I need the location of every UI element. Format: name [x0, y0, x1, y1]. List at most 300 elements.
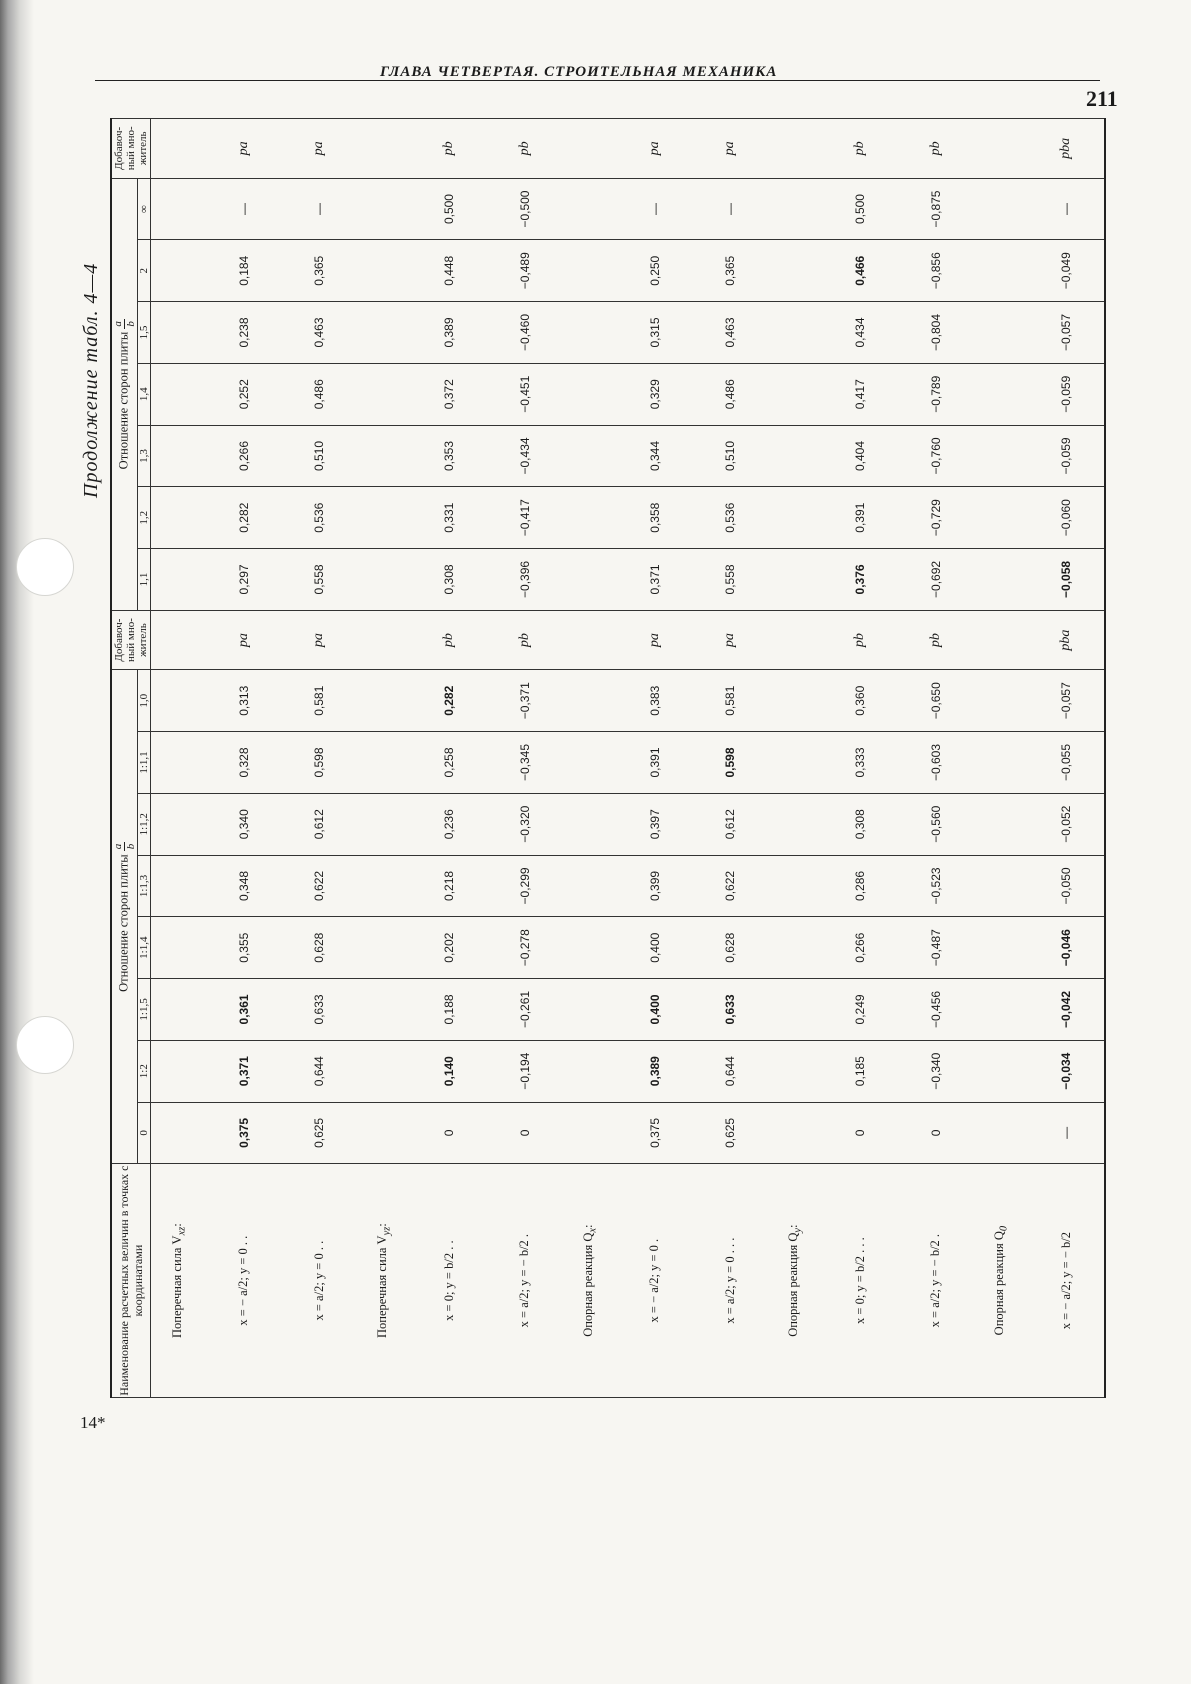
empty-cell	[357, 363, 412, 425]
value-cell: −0,500	[487, 178, 562, 240]
value-cell: −0,729	[898, 487, 973, 549]
table-row	[281, 119, 356, 1398]
empty-cell	[768, 302, 823, 364]
value-cell: 0,286	[823, 855, 898, 917]
empty-cell	[562, 240, 617, 302]
value-cell: −0,451	[487, 363, 562, 425]
empty-cell	[973, 979, 1028, 1041]
table-row	[823, 119, 898, 1398]
ratio-group-header-left	[111, 670, 138, 1164]
value-cell: −0,042	[1028, 979, 1105, 1041]
value-cell: 0,500	[823, 178, 898, 240]
value-cell: 0,628	[281, 917, 356, 979]
value-cell: 0,391	[617, 732, 692, 794]
value-cell: −0,299	[487, 855, 562, 917]
value-cell: −0,049	[1028, 240, 1105, 302]
row-label: x = − a/2; y = 0 .	[617, 1164, 692, 1398]
ratio-column-header: 1,0	[138, 670, 151, 732]
value-cell: 0,486	[281, 363, 356, 425]
multiplier-cell: pa	[692, 119, 767, 179]
empty-cell	[357, 1040, 412, 1102]
value-cell: 0,434	[823, 302, 898, 364]
value-cell: −0,489	[487, 240, 562, 302]
multiplier-cell: pb	[412, 119, 487, 179]
value-cell: 0,329	[617, 363, 692, 425]
table-row	[1028, 119, 1105, 1398]
empty-cell	[768, 1102, 823, 1164]
value-cell: −0,340	[898, 1040, 973, 1102]
value-cell: 0,355	[206, 917, 281, 979]
value-cell: −0,650	[898, 670, 973, 732]
value-cell: 0,558	[692, 549, 767, 611]
ratio-fraction: a b	[112, 843, 137, 850]
value-cell: −0,057	[1028, 670, 1105, 732]
multiplier-cell: pb	[898, 610, 973, 670]
value-cell: −0,057	[1028, 302, 1105, 364]
table-row	[206, 119, 281, 1398]
value-cell: 0,486	[692, 363, 767, 425]
value-cell: 0,313	[206, 670, 281, 732]
value-cell: 0,612	[281, 793, 356, 855]
empty-cell	[357, 793, 412, 855]
page-number: 211	[1086, 86, 1118, 111]
multiplier-cell: pb	[487, 119, 562, 179]
value-cell: —	[281, 178, 356, 240]
ratio-group-header-right	[111, 178, 138, 610]
value-cell: 0,612	[692, 793, 767, 855]
value-cell: 0	[487, 1102, 562, 1164]
empty-cell	[357, 1102, 412, 1164]
multiplier-cell: pa	[617, 610, 692, 670]
data-table	[110, 118, 1106, 1398]
value-cell: −0,058	[1028, 549, 1105, 611]
value-cell: 0,598	[281, 732, 356, 794]
empty-cell	[562, 425, 617, 487]
value-cell: 0	[823, 1102, 898, 1164]
value-cell: 0,633	[692, 979, 767, 1041]
empty-cell	[973, 732, 1028, 794]
value-cell: 0,625	[692, 1102, 767, 1164]
empty-cell	[357, 610, 412, 670]
empty-cell	[973, 670, 1028, 732]
empty-cell	[562, 1102, 617, 1164]
value-cell: 0,510	[281, 425, 356, 487]
empty-cell	[562, 302, 617, 364]
empty-cell	[768, 363, 823, 425]
row-label: x = − a/2; y = − b/2	[1028, 1164, 1105, 1398]
value-cell: −0,804	[898, 302, 973, 364]
empty-cell	[562, 119, 617, 179]
empty-cell	[562, 1040, 617, 1102]
section-title-subscript: xz	[176, 1226, 188, 1236]
value-cell: 0,510	[692, 425, 767, 487]
sheet-signature-mark: 14*	[80, 1413, 106, 1432]
ratio-column-header: 1:1,4	[138, 917, 151, 979]
value-cell: 0,238	[206, 302, 281, 364]
empty-cell	[973, 240, 1028, 302]
section-title-row	[151, 119, 207, 1398]
punch-hole	[16, 1016, 74, 1074]
value-cell: 0,308	[823, 793, 898, 855]
multiplier-cell: pba	[1028, 610, 1105, 670]
empty-cell	[973, 549, 1028, 611]
section-title-row	[562, 119, 617, 1398]
value-cell: —	[1028, 1102, 1105, 1164]
empty-cell	[973, 425, 1028, 487]
empty-cell	[151, 363, 207, 425]
empty-cell	[973, 793, 1028, 855]
empty-cell	[357, 917, 412, 979]
value-cell: −0,560	[898, 793, 973, 855]
empty-cell	[768, 549, 823, 611]
empty-cell	[768, 487, 823, 549]
ratio-column-header: 1:1,2	[138, 793, 151, 855]
value-cell: —	[1028, 178, 1105, 240]
table-caption: Продолжение табл. 4—4	[80, 262, 102, 498]
value-cell: 0,250	[617, 240, 692, 302]
empty-cell	[768, 917, 823, 979]
section-title-text: Поперечная сила V	[375, 1235, 390, 1338]
empty-cell	[151, 732, 207, 794]
ratio-column-header: 1,2	[138, 487, 151, 549]
empty-cell	[357, 178, 412, 240]
empty-cell	[973, 610, 1028, 670]
value-cell: 0,266	[823, 917, 898, 979]
empty-cell	[562, 793, 617, 855]
value-cell: 0,184	[206, 240, 281, 302]
value-cell: 0,348	[206, 855, 281, 917]
ratio-column-header: 0	[138, 1102, 151, 1164]
value-cell: 0,365	[281, 240, 356, 302]
multiplier-cell: pa	[281, 610, 356, 670]
multiplier-cell: pb	[823, 610, 898, 670]
value-cell: 0,376	[823, 549, 898, 611]
ratio-group-label: Отношение сторон плиты	[116, 331, 131, 470]
empty-cell	[973, 917, 1028, 979]
value-cell: −0,261	[487, 979, 562, 1041]
value-cell: −0,052	[1028, 793, 1105, 855]
empty-cell	[562, 487, 617, 549]
value-cell: 0,266	[206, 425, 281, 487]
value-cell: 0,297	[206, 549, 281, 611]
section-title	[768, 1164, 823, 1398]
value-cell: 0,236	[412, 793, 487, 855]
value-cell: 0,344	[617, 425, 692, 487]
value-cell: −0,603	[898, 732, 973, 794]
value-cell: 0,252	[206, 363, 281, 425]
section-title-subscript: 0	[998, 1225, 1010, 1232]
value-cell: 0,463	[692, 302, 767, 364]
scan-edge-shadow	[0, 0, 34, 1684]
value-cell: −0,055	[1028, 732, 1105, 794]
value-cell: 0,633	[281, 979, 356, 1041]
ratio-fraction: a b	[112, 321, 137, 327]
value-cell: 0,397	[617, 793, 692, 855]
value-cell: −0,434	[487, 425, 562, 487]
table-row	[617, 119, 692, 1398]
value-cell: 0,202	[412, 917, 487, 979]
empty-cell	[151, 670, 207, 732]
row-label: x = 0; y = b/2 . .	[412, 1164, 487, 1398]
multiplier-header-left: Добавоч-ный мно-житель	[111, 610, 151, 670]
section-title-row	[357, 119, 412, 1398]
value-cell: 0,218	[412, 855, 487, 917]
multiplier-cell: pa	[206, 119, 281, 179]
value-cell: −0,059	[1028, 425, 1105, 487]
empty-cell	[357, 487, 412, 549]
value-cell: 0,404	[823, 425, 898, 487]
header-rule	[95, 80, 1100, 81]
empty-cell	[973, 302, 1028, 364]
row-label: x = a/2; y = 0 . . .	[692, 1164, 767, 1398]
value-cell: 0,466	[823, 240, 898, 302]
value-cell: —	[617, 178, 692, 240]
empty-cell	[562, 979, 617, 1041]
empty-cell	[973, 1102, 1028, 1164]
empty-cell	[562, 732, 617, 794]
multiplier-cell: pb	[412, 610, 487, 670]
running-head: ГЛАВА ЧЕТВЕРТАЯ. СТРОИТЕЛЬНАЯ МЕХАНИКА	[380, 64, 778, 80]
value-cell: 0,333	[823, 732, 898, 794]
value-cell: 0,536	[692, 487, 767, 549]
empty-cell	[357, 670, 412, 732]
value-cell: 0,500	[412, 178, 487, 240]
section-title	[357, 1164, 412, 1398]
value-cell: −0,396	[487, 549, 562, 611]
value-cell: −0,320	[487, 793, 562, 855]
value-cell: −0,034	[1028, 1040, 1105, 1102]
value-cell: —	[692, 178, 767, 240]
empty-cell	[768, 732, 823, 794]
empty-cell	[562, 917, 617, 979]
empty-cell	[151, 549, 207, 611]
value-cell: 0,185	[823, 1040, 898, 1102]
value-cell: 0,448	[412, 240, 487, 302]
value-cell: —	[206, 178, 281, 240]
value-cell: 0,463	[281, 302, 356, 364]
value-cell: −0,460	[487, 302, 562, 364]
section-title-text: Опорная реакция Q	[991, 1231, 1006, 1336]
empty-cell	[151, 425, 207, 487]
value-cell: 0,417	[823, 363, 898, 425]
value-cell: 0,140	[412, 1040, 487, 1102]
empty-cell	[562, 178, 617, 240]
multiplier-cell: pa	[692, 610, 767, 670]
empty-cell	[151, 855, 207, 917]
empty-cell	[562, 610, 617, 670]
empty-cell	[768, 240, 823, 302]
ratio-column-header: 1,3	[138, 425, 151, 487]
multiplier-cell: pa	[281, 119, 356, 179]
empty-cell	[768, 670, 823, 732]
value-cell: 0,375	[206, 1102, 281, 1164]
empty-cell	[151, 119, 207, 179]
empty-cell	[768, 979, 823, 1041]
rotated-table	[80, 118, 1106, 1398]
value-cell: −0,523	[898, 855, 973, 917]
empty-cell	[973, 178, 1028, 240]
empty-cell	[151, 302, 207, 364]
empty-cell	[973, 119, 1028, 179]
value-cell: 0,536	[281, 487, 356, 549]
value-cell: −0,371	[487, 670, 562, 732]
section-title-suffix: :	[375, 1223, 390, 1227]
value-cell: 0,400	[617, 917, 692, 979]
empty-cell	[973, 1040, 1028, 1102]
empty-cell	[357, 979, 412, 1041]
ratio-column-header: 1,5	[138, 302, 151, 364]
value-cell: 0,581	[281, 670, 356, 732]
empty-cell	[151, 1040, 207, 1102]
table-row	[412, 119, 487, 1398]
value-cell: −0,856	[898, 240, 973, 302]
value-cell: 0,188	[412, 979, 487, 1041]
section-title-subscript: yz	[381, 1226, 393, 1236]
empty-cell	[768, 425, 823, 487]
punch-hole	[16, 538, 74, 596]
section-title-subscript: y	[792, 1227, 804, 1233]
value-cell: 0,358	[617, 487, 692, 549]
ratio-column-header: 2	[138, 240, 151, 302]
table-row	[692, 119, 767, 1398]
value-cell: 0,391	[823, 487, 898, 549]
value-cell: 0,372	[412, 363, 487, 425]
section-title	[973, 1164, 1028, 1398]
value-cell: 0,644	[281, 1040, 356, 1102]
empty-cell	[357, 855, 412, 917]
empty-cell	[768, 793, 823, 855]
empty-cell	[151, 610, 207, 670]
multiplier-cell: pb	[487, 610, 562, 670]
ratio-column-header: 1:1,3	[138, 855, 151, 917]
value-cell: 0,558	[281, 549, 356, 611]
empty-cell	[973, 487, 1028, 549]
value-cell: 0	[898, 1102, 973, 1164]
value-cell: 0,399	[617, 855, 692, 917]
section-title	[151, 1164, 207, 1398]
value-cell: −0,050	[1028, 855, 1105, 917]
multiplier-cell: pb	[823, 119, 898, 179]
ratio-column-header: 1,4	[138, 363, 151, 425]
value-cell: −0,692	[898, 549, 973, 611]
value-cell: 0,400	[617, 979, 692, 1041]
value-cell: −0,060	[1028, 487, 1105, 549]
empty-cell	[973, 363, 1028, 425]
empty-cell	[973, 855, 1028, 917]
value-cell: −0,059	[1028, 363, 1105, 425]
section-title-row	[768, 119, 823, 1398]
multiplier-cell: pa	[617, 119, 692, 179]
section-title	[562, 1164, 617, 1398]
empty-cell	[151, 979, 207, 1041]
value-cell: 0,628	[692, 917, 767, 979]
value-cell: 0,282	[412, 670, 487, 732]
value-cell: 0,361	[206, 979, 281, 1041]
value-cell: −0,760	[898, 425, 973, 487]
value-cell: 0,249	[823, 979, 898, 1041]
section-title-row	[973, 119, 1028, 1398]
value-cell: 0,598	[692, 732, 767, 794]
table-row	[487, 119, 562, 1398]
empty-cell	[357, 302, 412, 364]
value-cell: −0,789	[898, 363, 973, 425]
value-cell: 0,622	[692, 855, 767, 917]
value-cell: −0,875	[898, 178, 973, 240]
empty-cell	[151, 487, 207, 549]
multiplier-cell: pb	[898, 119, 973, 179]
section-title-text: Опорная реакция Q	[786, 1232, 801, 1337]
value-cell: −0,046	[1028, 917, 1105, 979]
ratio-column-header: 1,1	[138, 549, 151, 611]
empty-cell	[768, 610, 823, 670]
value-cell: −0,345	[487, 732, 562, 794]
value-cell: 0,308	[412, 549, 487, 611]
empty-cell	[562, 670, 617, 732]
value-cell: 0,328	[206, 732, 281, 794]
name-column-header: Наименование расчетных величин в точках с координатами	[111, 1164, 151, 1398]
row-label: x = 0; y = b/2 . . .	[823, 1164, 898, 1398]
value-cell: 0,644	[692, 1040, 767, 1102]
empty-cell	[357, 732, 412, 794]
section-title-suffix: :	[580, 1224, 595, 1228]
ratio-column-header: ∞	[138, 178, 151, 240]
empty-cell	[151, 793, 207, 855]
value-cell: 0,331	[412, 487, 487, 549]
value-cell: 0,360	[823, 670, 898, 732]
table-row	[898, 119, 973, 1398]
empty-cell	[151, 1102, 207, 1164]
empty-cell	[768, 119, 823, 179]
section-title-subscript: x	[587, 1227, 599, 1233]
ratio-group-label: Отношение сторон плиты	[116, 854, 131, 992]
value-cell: 0	[412, 1102, 487, 1164]
empty-cell	[562, 855, 617, 917]
value-cell: 0,353	[412, 425, 487, 487]
value-cell: 0,258	[412, 732, 487, 794]
value-cell: 0,383	[617, 670, 692, 732]
ratio-column-header: 1:1,1	[138, 732, 151, 794]
value-cell: 0,365	[692, 240, 767, 302]
section-title-suffix: :	[169, 1223, 184, 1227]
row-label: x = a/2; y = − b/2 .	[487, 1164, 562, 1398]
value-cell: 0,389	[617, 1040, 692, 1102]
empty-cell	[357, 425, 412, 487]
empty-cell	[562, 549, 617, 611]
row-label: x = a/2; y = 0 . .	[281, 1164, 356, 1398]
value-cell: −0,417	[487, 487, 562, 549]
empty-cell	[768, 855, 823, 917]
section-title-text: Поперечная сила V	[169, 1235, 184, 1338]
section-title-suffix: :	[786, 1224, 801, 1228]
multiplier-cell: pba	[1028, 119, 1105, 179]
value-cell: 0,371	[617, 549, 692, 611]
value-cell: 0,375	[617, 1102, 692, 1164]
section-title-text: Опорная реакция Q	[580, 1232, 595, 1337]
row-label: x = − a/2; y = 0 . .	[206, 1164, 281, 1398]
multiplier-cell: pa	[206, 610, 281, 670]
value-cell: 0,389	[412, 302, 487, 364]
empty-cell	[151, 178, 207, 240]
empty-cell	[357, 549, 412, 611]
ratio-column-header: 1:1,5	[138, 979, 151, 1041]
empty-cell	[151, 240, 207, 302]
multiplier-header-right: Добавоч-ный мно-житель	[111, 119, 151, 179]
empty-cell	[151, 917, 207, 979]
empty-cell	[357, 119, 412, 179]
value-cell: 0,371	[206, 1040, 281, 1102]
ratio-column-header: 1:2	[138, 1040, 151, 1102]
value-cell: 0,282	[206, 487, 281, 549]
